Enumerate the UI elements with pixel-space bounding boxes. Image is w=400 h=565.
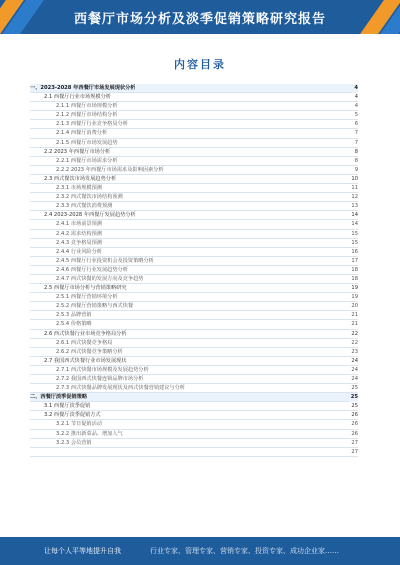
toc-page-number: 21 xyxy=(351,321,358,328)
toc-page-number: 13 xyxy=(351,203,358,210)
toc-page-number: 7 xyxy=(354,130,358,137)
toc-entry-text: 2.5.4 价格策略 xyxy=(56,321,92,328)
toc-page-number: 5 xyxy=(354,112,358,119)
toc-page-number: 8 xyxy=(354,148,358,155)
toc-entry[interactable] xyxy=(30,330,358,339)
toc-entry-text: 2.4.5 西餐厅行业投资机会及投资策略分析 xyxy=(56,257,154,264)
toc-entry[interactable] xyxy=(30,230,358,239)
toc-entry-text: 2.4.6 西餐厅行业发展趋势分析 xyxy=(56,266,128,273)
toc-page-number: 27 xyxy=(351,448,358,455)
toc-entry-text: 2.5.3 品牌营销 xyxy=(56,312,92,319)
table-of-contents xyxy=(30,84,358,524)
toc-entry-text: 3.2.3 会员营销 xyxy=(56,439,92,446)
toc-entry-text: 2.2 2023 年西餐厅市场分析 xyxy=(44,148,111,155)
toc-page-number: 22 xyxy=(351,339,358,346)
header-banner xyxy=(0,0,400,34)
toc-entry[interactable] xyxy=(30,193,358,202)
toc-entry-text: 2.6.1 西式快餐竞争格局 xyxy=(56,339,113,346)
toc-page-number: 16 xyxy=(351,248,358,255)
toc-page-number: 14 xyxy=(351,221,358,228)
toc-entry-text: 2.4.2 需求结构预测 xyxy=(56,230,102,237)
toc-entry-text: 3.2 西餐厅淡季促销方式 xyxy=(44,412,101,419)
toc-entry[interactable] xyxy=(30,184,358,193)
toc-page-number: 12 xyxy=(351,194,358,201)
toc-entry-text: 2.7.3 西式快餐品牌发展现状及西式快餐营销建议与分析 xyxy=(56,385,185,392)
toc-entry[interactable] xyxy=(30,402,358,411)
toc-entry[interactable] xyxy=(30,348,358,357)
toc-entry-text: 2.5 西餐厅市场分析与营销策略研究 xyxy=(44,285,127,292)
toc-entry-text: 2.4 2023-2028 年西餐厅发展趋势分析 xyxy=(44,212,136,219)
toc-entry-text: 2.1.4 西餐厅消费分析 xyxy=(56,130,108,137)
toc-entry[interactable] xyxy=(30,339,358,348)
toc-entry[interactable] xyxy=(30,293,358,302)
toc-entry-text: 2.3.3 西式餐饮消费预测 xyxy=(56,203,113,210)
toc-entry[interactable] xyxy=(30,384,358,393)
toc-page-number: 6 xyxy=(354,121,358,128)
toc-entry[interactable] xyxy=(30,111,358,120)
toc-page-number: 20 xyxy=(351,303,358,310)
toc-page-number: 26 xyxy=(351,412,358,419)
toc-entry[interactable] xyxy=(30,211,358,220)
toc-page-number: 4 xyxy=(352,84,358,93)
toc-entry-text: 2.2.2 2023 年西餐厅市场需求及影响因素分析 xyxy=(56,166,164,173)
toc-page-number: 25 xyxy=(351,403,358,410)
toc-entry-text: 2.2.1 西餐厅市场需求分析 xyxy=(56,157,118,164)
toc-entry[interactable] xyxy=(30,393,358,402)
toc-entry-text: 2.4.7 西式快餐的发展方向及竞争趋势 xyxy=(56,275,144,282)
toc-entry[interactable] xyxy=(30,220,358,229)
toc-entry-text: 2.1.5 西餐厅市场发展趋势 xyxy=(56,139,118,146)
toc-entry[interactable] xyxy=(30,102,358,111)
toc-entry[interactable] xyxy=(30,139,358,148)
toc-entry[interactable] xyxy=(30,311,358,320)
toc-page-number: 11 xyxy=(351,185,358,192)
toc-entry-text: 一、2023-2028 年西餐厅市场发展现状分析 xyxy=(30,85,136,91)
toc-entry-text: 3.2.2 推出新菜品、增加人气 xyxy=(56,430,123,437)
toc-page-number: 8 xyxy=(354,157,358,164)
toc-entry-text: 2.7.1 西式快餐市场规模及发展趋势分析 xyxy=(56,366,149,373)
toc-entry-text: 2.7 我国西式快餐行业市场发展现状 xyxy=(44,357,127,364)
toc-page-number: 9 xyxy=(354,166,358,173)
toc-entry-text: 3.2.1 节日促销活动 xyxy=(56,421,102,428)
toc-entry[interactable] xyxy=(30,420,358,429)
footer-banner xyxy=(0,537,400,565)
footer-experts: 行业专家、管理专家、营销专家、投资专家、成功企业家…… xyxy=(150,547,339,555)
toc-entry[interactable] xyxy=(30,448,358,457)
toc-page-number: 23 xyxy=(351,348,358,355)
toc-page-number: 24 xyxy=(351,376,358,382)
toc-entry[interactable] xyxy=(30,320,358,329)
toc-heading: 内容目录 xyxy=(174,58,226,71)
toc-entry[interactable] xyxy=(30,275,358,284)
toc-entry-text: 2.5.1 西餐厅营销环境分析 xyxy=(56,294,118,301)
toc-entry-text: 2.6 西式快餐行业市场竞争格局分析 xyxy=(44,330,127,337)
toc-page-number: 26 xyxy=(351,421,358,428)
toc-page-number: 18 xyxy=(351,266,358,273)
toc-entry[interactable] xyxy=(30,375,358,384)
toc-entry-text: 2.3.2 西式餐饮市场结构预测 xyxy=(56,194,123,201)
toc-page-number: 14 xyxy=(351,212,358,219)
toc-entry[interactable] xyxy=(30,257,358,266)
toc-page-number: 25 xyxy=(351,385,358,392)
toc-entry[interactable] xyxy=(30,266,358,275)
toc-entry[interactable] xyxy=(30,84,358,93)
toc-page-number: 19 xyxy=(351,294,358,301)
toc-entry-text: 2.1.1 西餐厅市场规模分析 xyxy=(56,103,118,110)
toc-entry[interactable] xyxy=(30,166,358,175)
toc-page-number: 4 xyxy=(354,103,358,110)
toc-entry[interactable] xyxy=(30,439,358,448)
toc-entry-text: 2.3.1 市场规模预测 xyxy=(56,185,102,192)
toc-page-number: 26 xyxy=(351,430,358,437)
toc-entry-text: 2.6.2 西式快餐竞争策略分析 xyxy=(56,348,123,355)
toc-entry[interactable] xyxy=(30,120,358,129)
toc-entry-text: 2.5.2 西餐厅营销策略与西式快餐 xyxy=(56,303,134,310)
toc-entry-text: 二、西餐厅淡季促销策略 xyxy=(30,394,88,401)
toc-entry[interactable] xyxy=(30,157,358,166)
toc-page-number: 7 xyxy=(354,139,358,146)
toc-page-number: 15 xyxy=(351,230,358,237)
toc-page-number: 4 xyxy=(354,94,358,101)
toc-page-number: 18 xyxy=(351,275,358,282)
toc-entry-text: 3.1 西餐厅淡季促销 xyxy=(44,403,91,410)
toc-page-number: 19 xyxy=(351,285,358,292)
toc-page-number: 10 xyxy=(351,175,358,182)
toc-entry-text: 2.4.3 竞争格局预测 xyxy=(56,239,102,246)
toc-entry-text: 2.1 西餐厅行业市场规模分析 xyxy=(44,94,111,101)
toc-entry[interactable] xyxy=(30,411,358,420)
toc-entry[interactable] xyxy=(30,284,358,293)
toc-page-number: 24 xyxy=(351,366,358,373)
toc-entry[interactable] xyxy=(30,175,358,184)
toc-entry[interactable] xyxy=(30,239,358,248)
toc-entry-text: 2.1.3 西餐厅行业竞争格局分析 xyxy=(56,121,128,128)
toc-entry-text: 2.7.2 我国西式快餐连锁品牌市场分析 xyxy=(56,376,144,382)
footer-slogan: 让每个人平等地提升自我 xyxy=(44,547,121,555)
toc-entry-text: 2.1.2 西餐厅市场结构分析 xyxy=(56,112,118,119)
toc-page-number: 17 xyxy=(351,257,358,264)
toc-entry[interactable] xyxy=(30,248,358,257)
toc-page-number: 25 xyxy=(349,393,358,402)
toc-page-number: 21 xyxy=(351,312,358,319)
toc-entry-text: 2.4.1 市场前景预测 xyxy=(56,221,102,228)
toc-page-number: 24 xyxy=(351,357,358,364)
toc-entry-text: 2.4.4 行业风险分析 xyxy=(56,248,102,255)
toc-page-number: 27 xyxy=(351,439,358,446)
toc-entry[interactable] xyxy=(30,129,358,138)
toc-entry[interactable] xyxy=(30,357,358,366)
toc-page-number: 15 xyxy=(351,239,358,246)
report-title: 西餐厅市场分析及淡季促销策略研究报告 xyxy=(73,12,326,27)
toc-entry-text: 2.3 西式餐饮市场发展趋势分析 xyxy=(44,175,117,182)
toc-entry[interactable] xyxy=(30,366,358,375)
toc-page-number: 22 xyxy=(351,330,358,337)
toc-entry[interactable] xyxy=(30,148,358,157)
toc-entry[interactable] xyxy=(30,202,358,211)
toc-entry[interactable] xyxy=(30,430,358,439)
toc-entry[interactable] xyxy=(30,302,358,311)
toc-entry[interactable] xyxy=(30,93,358,102)
